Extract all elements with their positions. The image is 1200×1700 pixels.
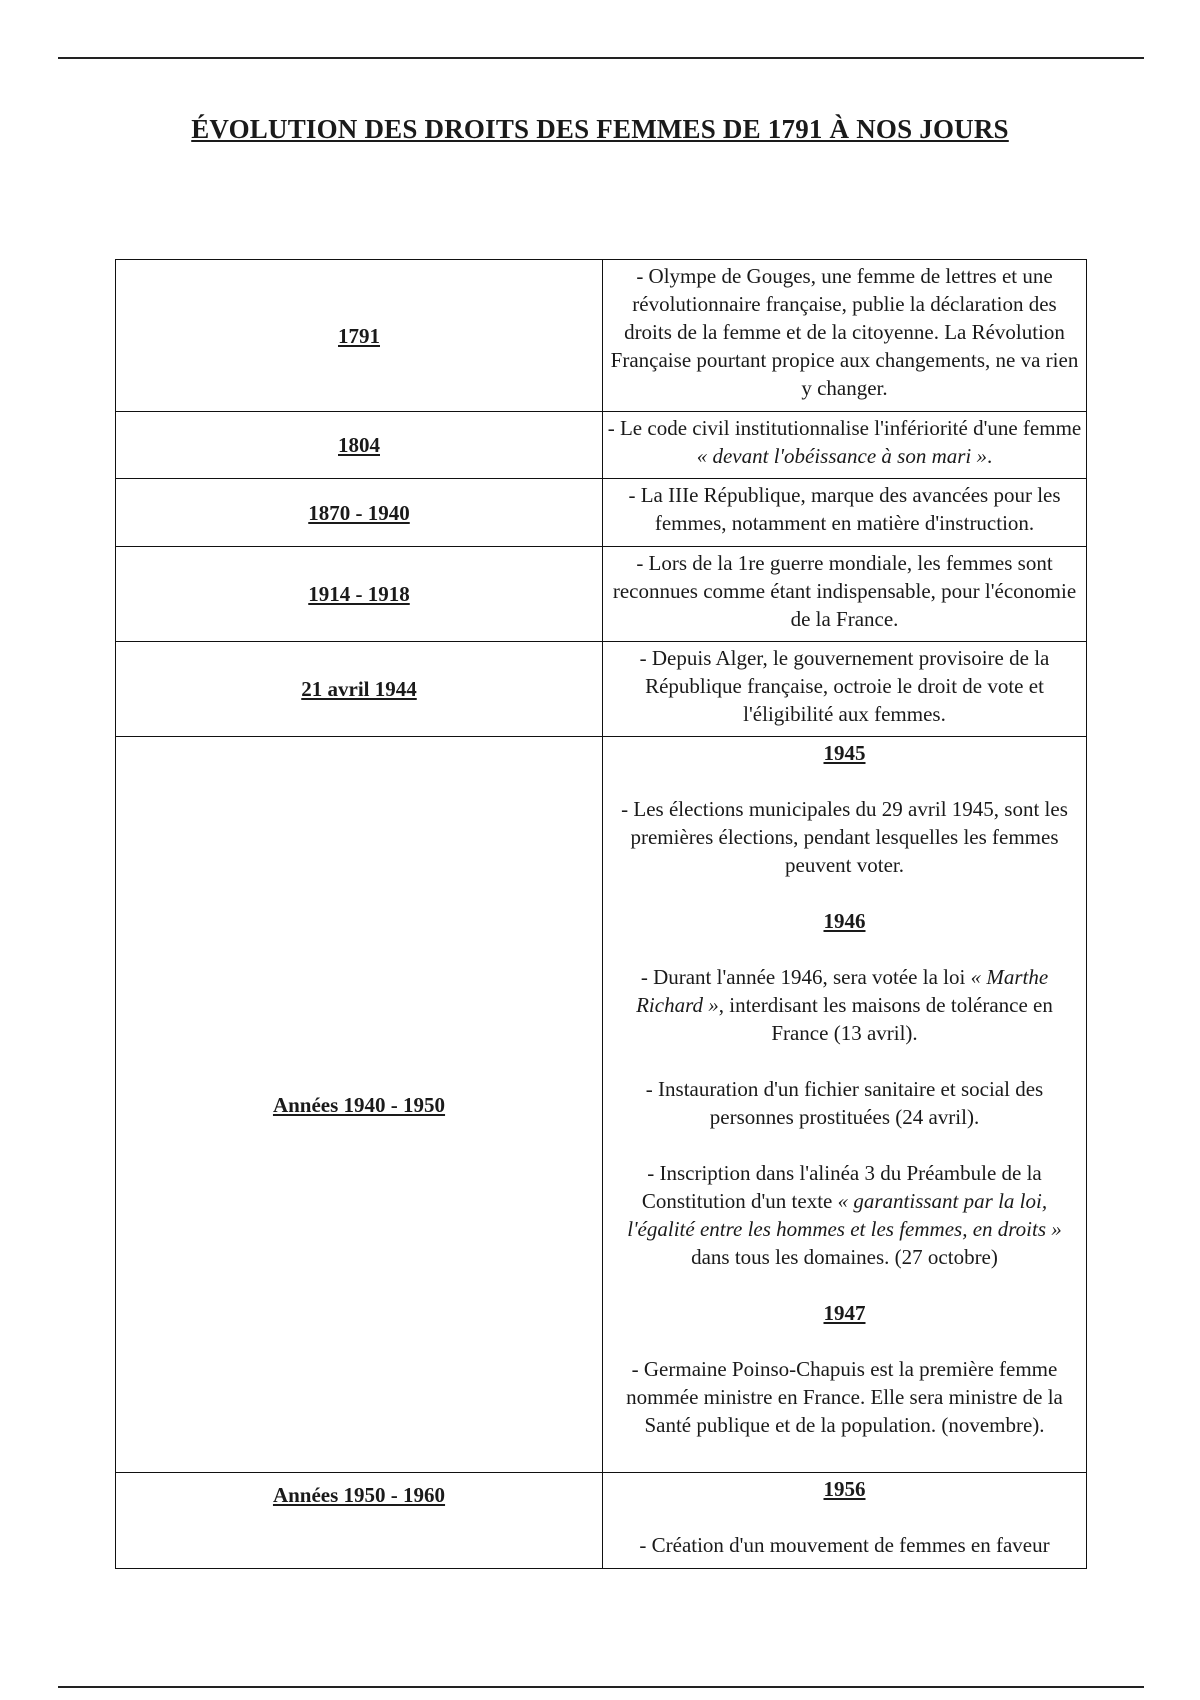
event-text: - Création d'un mouvement de femmes en faveur: [639, 1533, 1050, 1557]
row-date: 1870 - 1940: [116, 479, 603, 547]
row-text: - Lors de la 1re guerre mondiale, les femmes sont reconnues comme étant indispensable, pour l'économie de la France.: [603, 547, 1087, 642]
row-date: 1804: [116, 412, 603, 479]
text-part: .: [987, 444, 993, 468]
top-rule: [58, 57, 1144, 59]
event-text: [606, 1159, 1083, 1271]
row-text: [603, 737, 1087, 1473]
event-text: - Les élections municipales du 29 avril 1945, sont les premières élections, pendant lesquelles les femmes peuvent voter.: [621, 797, 1068, 877]
event-text: [606, 963, 1083, 1047]
text-part: - Durant l'année 1946, sera votée la loi: [640, 965, 971, 989]
timeline-table: [115, 259, 1087, 1569]
quote-text: « Marthe Richard »: [636, 965, 1049, 1017]
row-text: [603, 412, 1087, 479]
table-row: [116, 260, 1087, 412]
table-row: [116, 412, 1087, 479]
text-part: dans tous les domaines. (27 octobre): [691, 1245, 998, 1269]
row-text: - Depuis Alger, le gouvernement provisoire de la République française, octroie le droit de vote et l'éligibilité aux femmes.: [603, 642, 1087, 737]
bottom-rule: [58, 1686, 1144, 1688]
row-date: 21 avril 1944: [116, 642, 603, 737]
table-row: [116, 642, 1087, 737]
row-text: - Olympe de Gouges, une femme de lettres et une révolutionnaire française, publie la déclaration des droits de la femme et de la citoyenne. La Révolution Française pourtant propice aux changements, ne va rien y changer.: [603, 260, 1087, 412]
text-part: - Inscription dans l'alinéa 3 du Préambule de la Constitution d'un texte: [641, 1161, 1042, 1213]
year-heading: 1945: [823, 741, 866, 765]
text-part: , interdisant les maisons de tolérance en France (13 avril).: [718, 993, 1053, 1045]
row-date: 1791: [116, 260, 603, 412]
row-text: [603, 1473, 1087, 1569]
table-row: [116, 737, 1087, 1473]
quote-text: « devant l'obéissance à son mari »: [696, 444, 988, 468]
event-text: - Instauration d'un fichier sanitaire et social des personnes prostituées (24 avril).: [645, 1077, 1044, 1129]
row-date: Années 1940 - 1950: [116, 737, 603, 1473]
event-text: - Germaine Poinso-Chapuis est la première femme nommée ministre en France. Elle sera ministre de la Santé publique et de la population. (novembre).: [626, 1357, 1063, 1437]
row-text: - La IIIe République, marque des avancées pour les femmes, notamment en matière d'instruction.: [603, 479, 1087, 547]
table-row: [116, 547, 1087, 642]
year-heading: 1946: [823, 909, 866, 933]
text-part: - Le code civil institutionnalise l'infériorité d'une femme: [607, 416, 1082, 440]
row-date: 1914 - 1918: [116, 547, 603, 642]
table-row: [116, 1473, 1087, 1569]
page-title: ÉVOLUTION DES DROITS DES FEMMES DE 1791 À NOS JOURS: [191, 114, 1009, 144]
quote-text: « garantissant par la loi, l'égalité entre les hommes et les femmes, en droits »: [627, 1189, 1062, 1241]
year-heading: 1956: [823, 1477, 866, 1501]
row-date: Années 1950 - 1960: [116, 1473, 603, 1569]
year-heading: 1947: [823, 1301, 866, 1325]
table-row: [116, 479, 1087, 547]
